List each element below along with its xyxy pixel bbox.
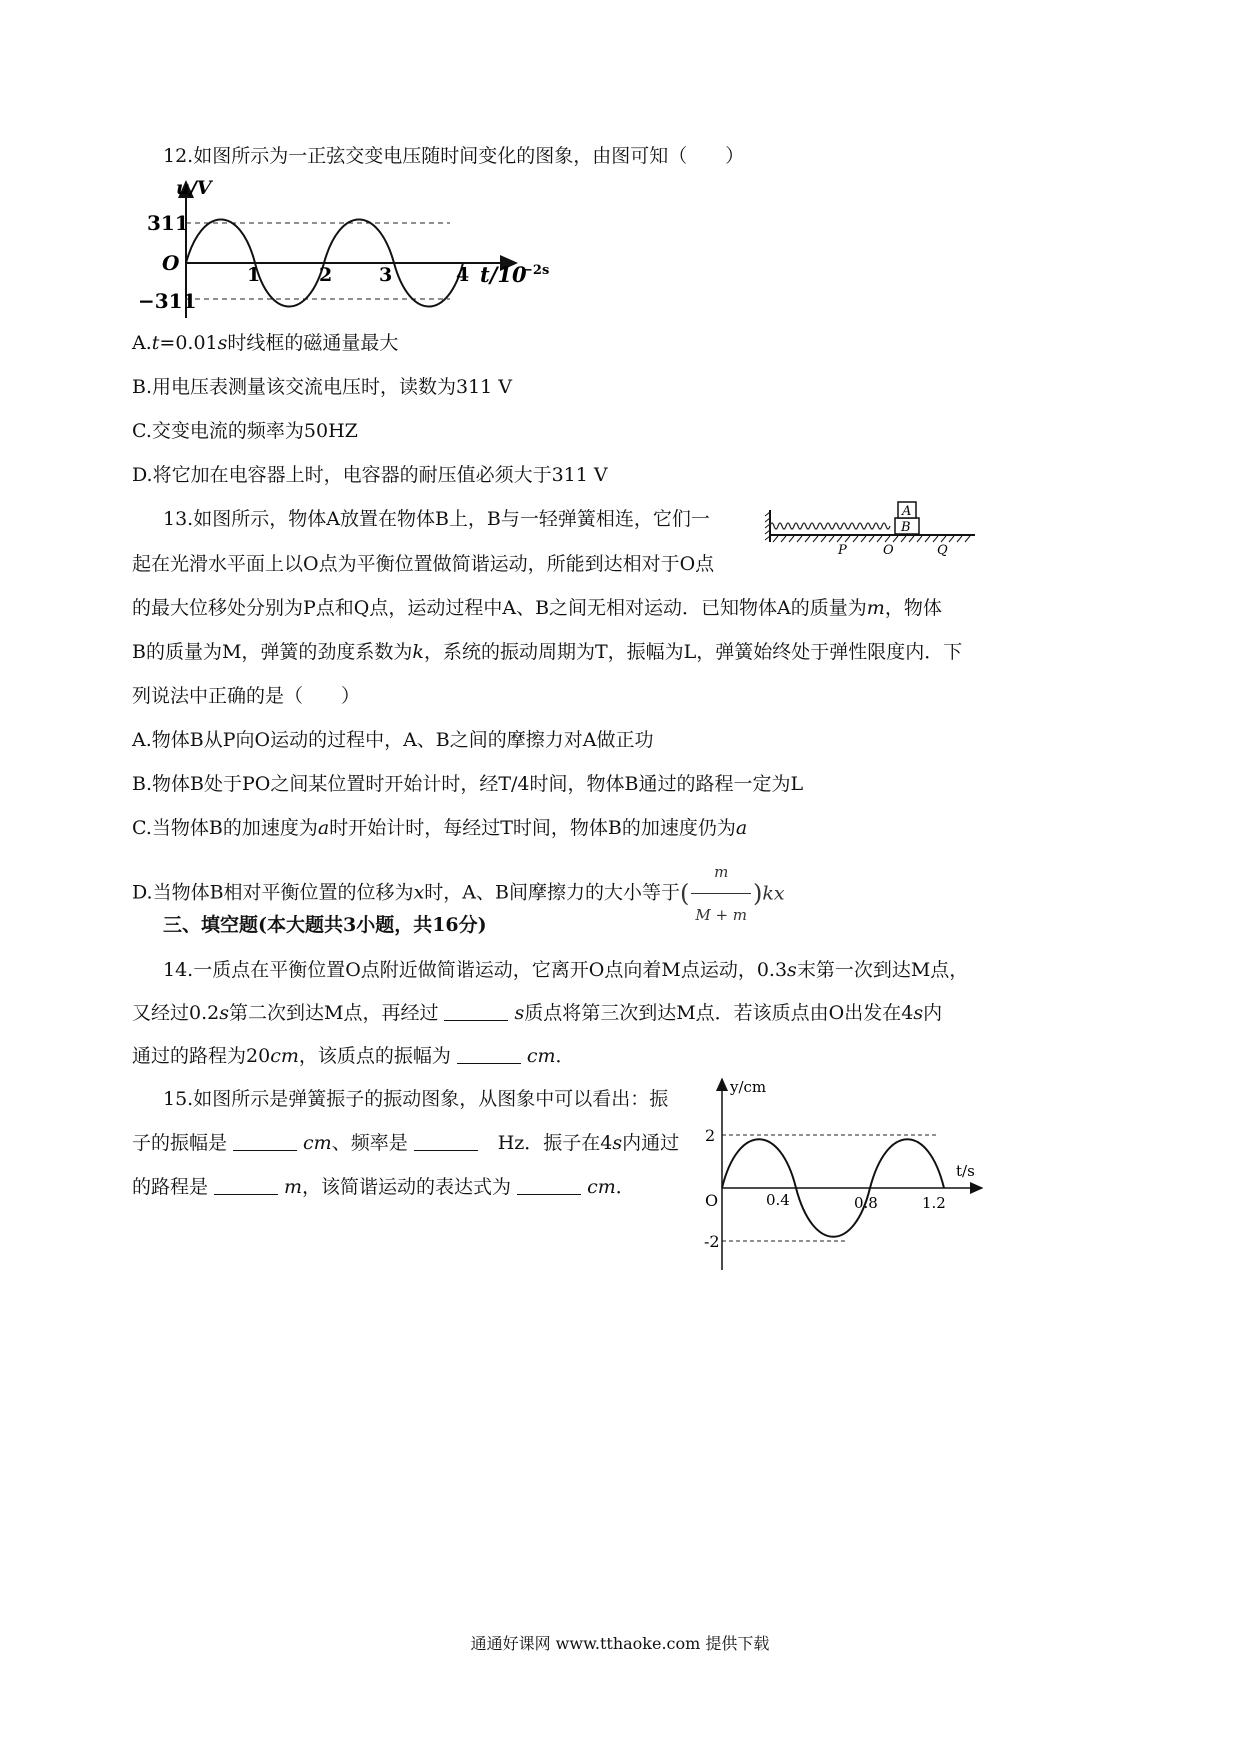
q12-voltage-graph bbox=[138, 177, 570, 328]
q13-line-4: B的质量为M，弹簧的劲度系数为k，系统的振动周期为T，振幅为L，弹簧始终处于弹性限度内．下 bbox=[132, 641, 963, 663]
q13-fraction: $\frac{m}{M + m}$ bbox=[691, 851, 751, 936]
q13-option-d: D.当物体B相对平衡位置的位移为x时，A、B间摩擦力的大小等于( $\frac{m}{M + m}$ )kx bbox=[132, 851, 785, 936]
q15-peak-label: 2 bbox=[705, 1126, 716, 1145]
section-3-title: 三、填空题(本大题共3小题，共16分) bbox=[163, 914, 487, 936]
q14-line-3: 通过的路程为20cm，该质点的振幅为 cm． bbox=[132, 1045, 575, 1067]
q13-line-3: 的最大位移处分别为P点和Q点，运动过程中A、B之间无相对运动．已知物体A的质量为m，物体 bbox=[132, 597, 942, 619]
q13-option-c: C.当物体B的加速度为a时开始计时，每经过T时间，物体B的加速度仍为a bbox=[132, 817, 748, 839]
q12-x-axis-label: t/10 bbox=[480, 262, 527, 287]
q12-stem: 12.如图所示为一正弦交变电压随时间变化的图象，由图可知（ ） bbox=[163, 145, 745, 167]
q15-x-axis-label: t/s bbox=[956, 1162, 975, 1180]
q12-option-b: B.用电压表测量该交流电压时，读数为311 V bbox=[132, 376, 513, 398]
q15-answer-blank-3[interactable] bbox=[214, 1176, 278, 1195]
q15-y-axis-label: y/cm bbox=[730, 1078, 767, 1096]
q15-line-1: 15.如图所示是弹簧振子的振动图象，从图象中可以看出：振 bbox=[163, 1088, 669, 1110]
q13-block-a-label: A bbox=[902, 504, 912, 519]
q15-answer-blank-1[interactable] bbox=[233, 1132, 297, 1151]
q15-vibration-graph bbox=[700, 1075, 990, 1275]
q13-point-o: O bbox=[883, 543, 894, 558]
q12-tick-1: 1 bbox=[247, 264, 261, 286]
page-footer: 通通好课网 www.tthaoke.com 提供下载 bbox=[470, 1634, 770, 1653]
q12-tick-3: 3 bbox=[379, 264, 393, 286]
q13-option-b: B.物体B处于PO之间某位置时开始计时，经T/4时间，物体B通过的路程一定为L bbox=[132, 773, 804, 795]
q15-tick-0-8: 0.8 bbox=[854, 1194, 878, 1212]
q15-tick-0-4: 0.4 bbox=[766, 1191, 790, 1209]
q12-peak-label: 311 bbox=[147, 211, 189, 235]
q13-line-5: 列说法中正确的是（ ） bbox=[132, 685, 361, 707]
q13-block-b-label: B bbox=[901, 520, 911, 535]
q12-x-unit-suffix: −2s bbox=[522, 263, 550, 278]
q12-y-axis-label: u/V bbox=[176, 177, 212, 199]
q12-tick-2: 2 bbox=[319, 264, 333, 286]
q15-answer-blank-4[interactable] bbox=[517, 1176, 581, 1195]
q13-spring-figure bbox=[765, 498, 980, 558]
q13-option-a: A.物体B从P向O运动的过程中，A、B之间的摩擦力对A做正功 bbox=[132, 729, 654, 751]
q12-tick-4: 4 bbox=[456, 264, 470, 286]
q12-option-c: C.交变电流的频率为50HZ bbox=[132, 420, 358, 442]
q13-line-1: 13.如图所示，物体A放置在物体B上，B与一轻弹簧相连，它们一 bbox=[163, 508, 710, 530]
q14-line-2: 又经过0.2s第二次到达M点，再经过 s质点将第三次到达M点．若该质点由O出发在4s内 bbox=[132, 1002, 943, 1024]
q12-option-a: A.t=0.01s时线框的磁通量最大 bbox=[132, 332, 399, 354]
q15-origin-label: O bbox=[705, 1191, 719, 1210]
q15-tick-1-2: 1.2 bbox=[922, 1194, 946, 1212]
q14-line-1: 14.一质点在平衡位置O点附近做简谐运动，它离开O点向着M点运动，0.3s末第一次到达M点， bbox=[163, 959, 969, 981]
q12-trough-label: −311 bbox=[138, 289, 197, 313]
q12-origin-label: O bbox=[162, 251, 180, 275]
q15-line-3: 的路程是 m，该简谐运动的表达式为 cm． bbox=[132, 1176, 635, 1198]
q15-answer-blank-2[interactable] bbox=[414, 1132, 478, 1151]
q12-option-d: D.将它加在电容器上时，电容器的耐压值必须大于311 V bbox=[132, 464, 608, 486]
q15-trough-label: -2 bbox=[704, 1232, 720, 1251]
q13-point-p: P bbox=[838, 543, 847, 558]
q14-answer-blank-2[interactable] bbox=[457, 1045, 521, 1064]
q13-point-q: Q bbox=[937, 543, 948, 558]
q14-answer-blank-1[interactable] bbox=[444, 1002, 508, 1021]
q15-line-2: 子的振幅是 cm、频率是 Hz．振子在4s内通过 bbox=[132, 1132, 680, 1154]
q13-line-2: 起在光滑水平面上以O点为平衡位置做简谐运动，所能到达相对于O点 bbox=[132, 553, 715, 575]
